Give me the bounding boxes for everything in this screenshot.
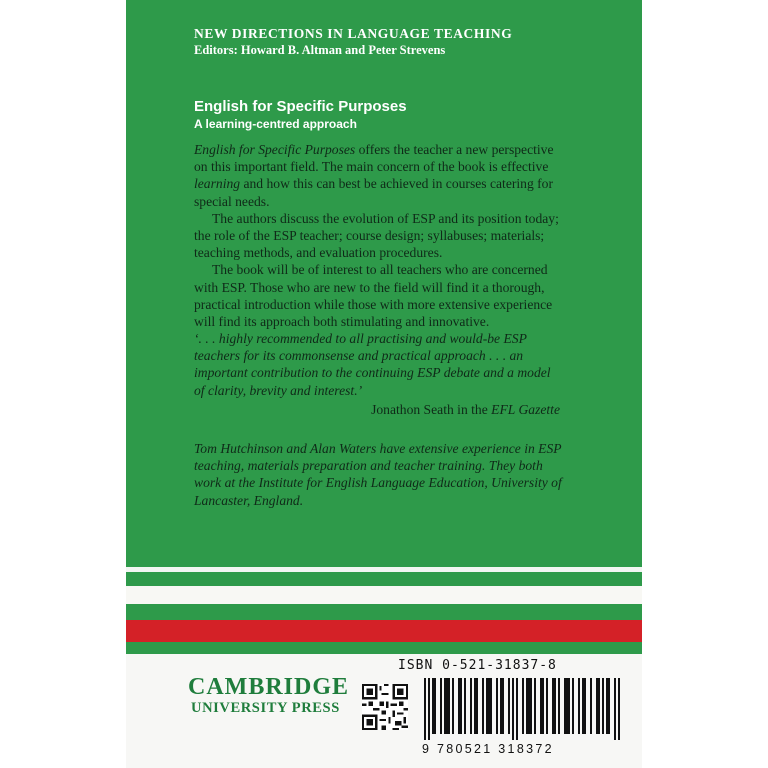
description-paragraph-2: The authors discuss the evolution of ESP and its position today; the role of the ESP teacher; course design; syllabuses; materials; teaching methods, and evaluation procedures. <box>194 210 559 261</box>
publisher-name: CAMBRIDGE <box>188 674 350 700</box>
attribution-prefix: Jonathon Seath in the <box>371 402 492 417</box>
description-p1-text-a: offers the teacher a new perspective on this important field. The main concern of the book is effective <box>194 142 554 175</box>
isbn-label: ISBN 0-521-31837-8 <box>398 658 557 673</box>
publisher-logo <box>188 674 349 716</box>
description-paragraph-1 <box>194 141 562 210</box>
publisher-press: UNIVERSITY PRESS <box>191 700 340 716</box>
red-stripe <box>126 620 642 642</box>
authors-note: Tom Hutchinson and Alan Waters have extensive experience in ESP teaching, materials preparation and teacher training. They both work at the Institute for English Language Education, University of Lancaster, England. <box>194 441 562 508</box>
barcode-digits: 9 780521 318372 <box>422 742 554 756</box>
series-editors: Editors: Howard B. Altman and Peter Strevens <box>194 43 446 57</box>
qr-code-icon <box>362 684 408 730</box>
series-title: NEW DIRECTIONS IN LANGUAGE TEACHING <box>194 26 513 41</box>
white-stripe-thin <box>126 567 642 572</box>
back-cover <box>126 0 642 768</box>
attribution-source: EFL Gazette <box>491 402 560 417</box>
review-quote: ‘. . . highly recommended to all practising and would-be ESP teachers for its commonsense and practical approach . . . an important contribution to the continuing ESP debate and a model of clarity, brevity and interest.’ <box>194 331 551 398</box>
description-title-italic: English for Specific Purposes <box>194 142 356 157</box>
book-description <box>194 141 562 330</box>
isbn-barcode <box>424 678 620 740</box>
description-paragraph-3: The book will be of interest to all teachers who are concerned with ESP. Those who are new to the field will find it a thorough, practical introduction while those with more extensive experience will find its approach both stimulating and innovative. <box>194 262 553 330</box>
description-p1-text-b: and how this can best be achieved in courses catering for special needs. <box>194 176 553 209</box>
white-stripe <box>126 586 642 604</box>
series-header <box>194 26 512 58</box>
description-emphasis-learning: learning <box>194 176 241 192</box>
review-attribution <box>194 402 560 418</box>
book-title: English for Specific Purposes <box>194 98 407 115</box>
book-subtitle: A learning-centred approach <box>194 117 357 131</box>
